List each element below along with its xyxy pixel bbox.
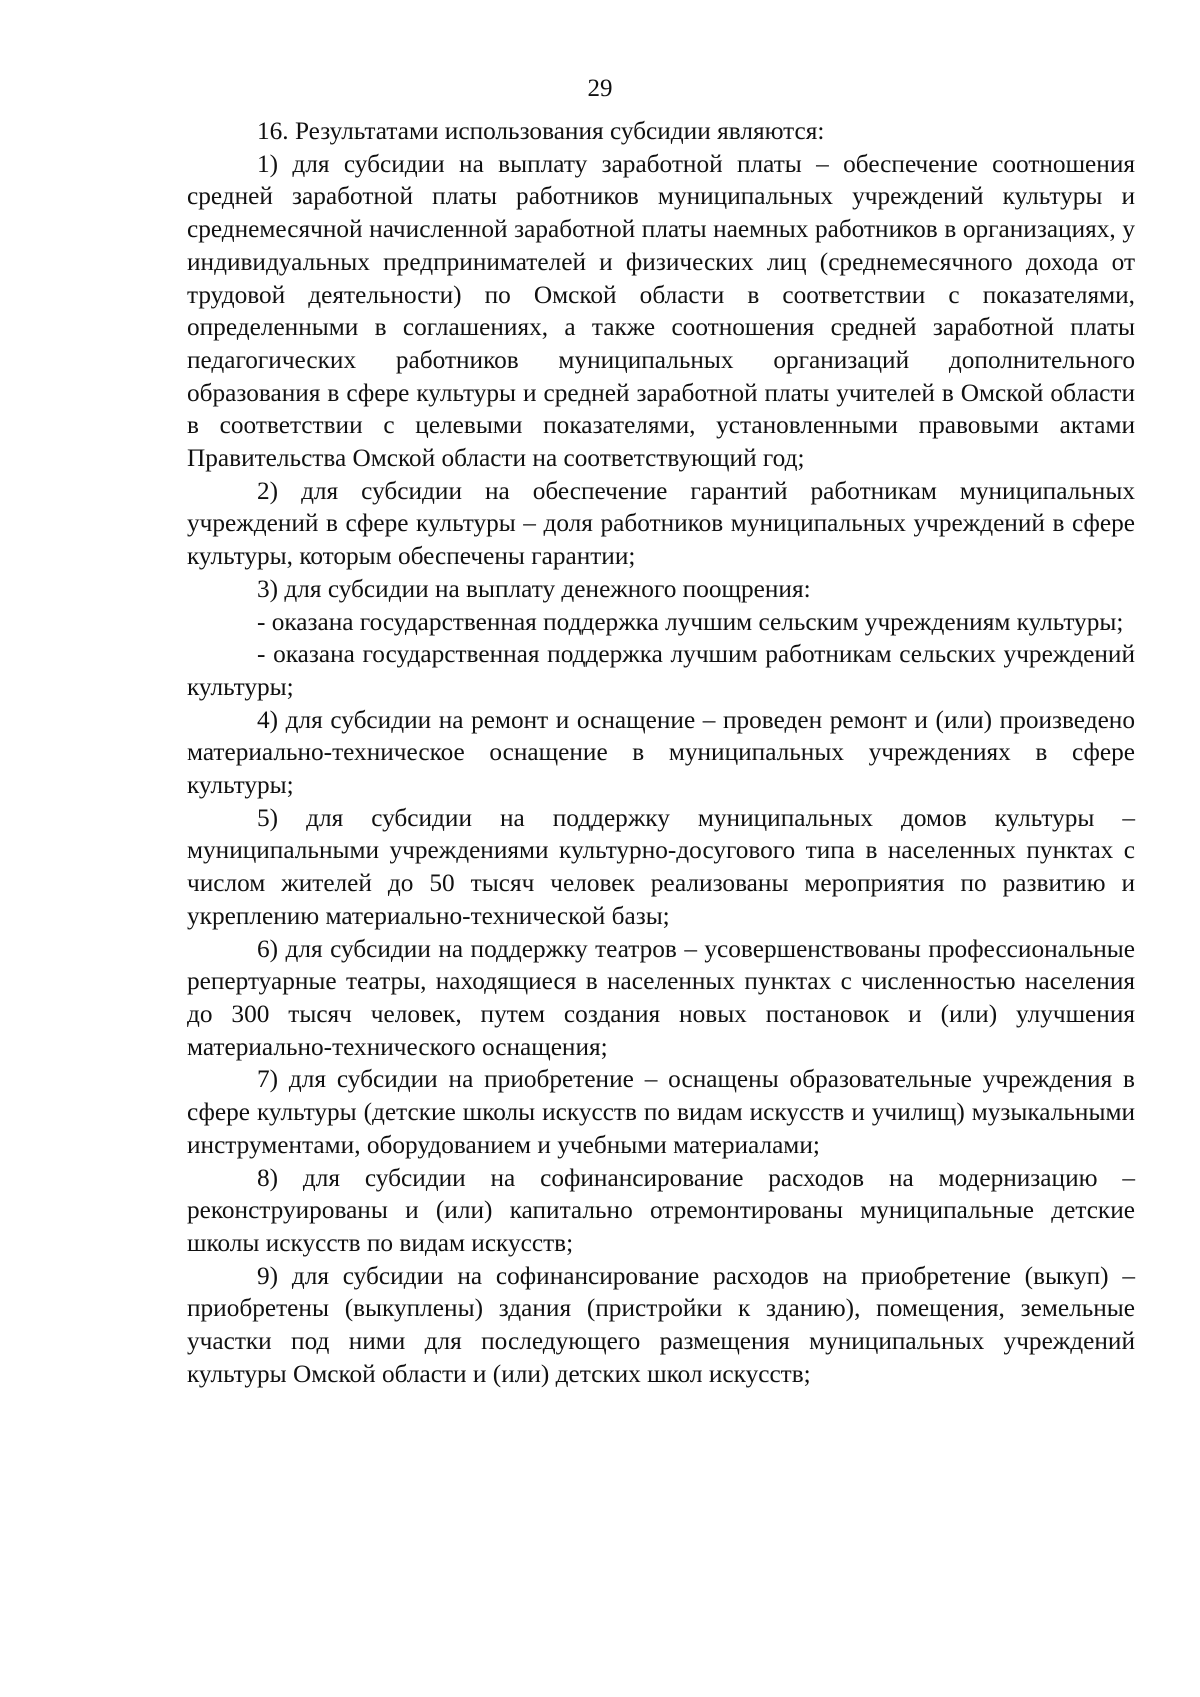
paragraph-item-2: 2) для субсидии на обеспечение гарантий работникам муниципальных учреждений в сфере культуры – доля работников муниципальных учреждений в сфере культуры, которым обеспечены гарантии; — [187, 476, 1135, 571]
page-number: 29 — [587, 75, 613, 102]
paragraph-item-3-bullet-2: - оказана государственная поддержка лучшим работникам сельских учреждений культуры; — [187, 640, 1135, 701]
paragraph-item-4: 4) для субсидии на ремонт и оснащение – проведен ремонт и (или) произведено материально-техническое оснащение в муниципальных учреждениях в сфере культуры; — [187, 705, 1135, 800]
paragraph-item-7: 7) для субсидии на приобретение – оснащены образовательные учреждения в сфере культуры (детские школы искусств по видам искусств и училищ) музыкальными инструментами, оборудованием и учебными материалами; — [187, 1065, 1135, 1159]
paragraph-item-5: 5) для субсидии на поддержку муниципальных домов культуры – муниципальными учреждениями культурно-досугового типа в населенных пунктах с числом жителей до 50 тысяч человек реализованы мероприятия по развитию и укреплению материально-технической базы; — [187, 803, 1135, 930]
paragraph-item-9: 9) для субсидии на софинансирование расходов на приобретение (выкуп) – приобретены (выкуплены) здания (пристройки к зданию), помещения, земельные участки под ними для последующего размещения муниципальных учреждений культуры Омской области и (или) детских школ искусств; — [187, 1261, 1135, 1388]
paragraph-results-heading: 16. Результатами использования субсидии являются: — [257, 117, 825, 145]
paragraph-item-3-bullet-1: - оказана государственная поддержка лучшим сельским учреждениям культуры; — [257, 607, 1124, 636]
document-body — [187, 115, 1135, 1390]
paragraph-item-1: 1) для субсидии на выплату заработной платы – обеспечение соотношения средней заработной платы работников муниципальных учреждений культуры и среднемесячной начисленной заработной платы наемных работников в организациях, у индивидуальных предпринимателей и физических лиц (среднемесячного дохода от трудовой деятельности) по Омской области в соответствии с показателями, определенными в соглашениях, а также соотношения средней заработной платы педагогических работников муниципальных организаций дополнительного образования в сфере культуры и средней заработной платы учителей в Омской области в соответствии с целевыми показателями, установленными правовыми актами Правительства Омской области на соответствующий год; — [187, 149, 1135, 473]
paragraph-item-8: 8) для субсидии на софинансирование расходов на модернизацию – реконструированы и (или) капитально отремонтированы муниципальные детские школы искусств по видам искусств; — [187, 1163, 1135, 1257]
paragraph-item-6: 6) для субсидии на поддержку театров – усовершенствованы профессиональные репертуарные театры, находящиеся в населенных пунктах с численностью населения до 300 тысяч человек, путем создания новых постановок и (или) улучшения материально-технического оснащения; — [187, 934, 1135, 1061]
paragraph-item-3: 3) для субсидии на выплату денежного поощрения: — [257, 574, 811, 603]
